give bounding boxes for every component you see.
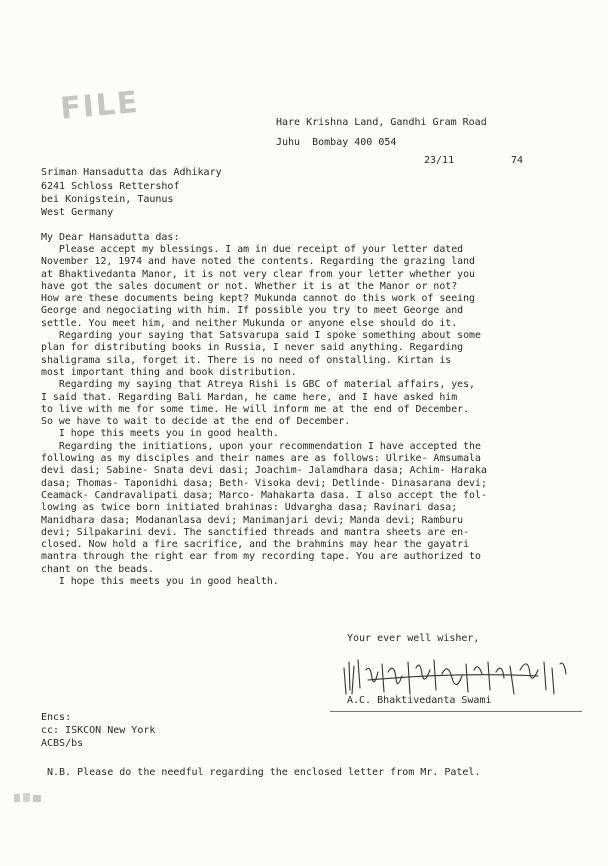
body-line: devi; Silpakarini devi. The sanctified threads and mantra sheets are en- [41,526,470,538]
file-stamp [57,83,141,127]
letter-body [41,244,576,588]
body-line: settle. You meet him, and neither Mukunda or anyone else should do it. [41,317,458,329]
body-line: dasa; Thomas- Taponidhi dasa; Beth- Visoka devi; Detlinde- Dinasarana devi; [41,477,487,489]
body-line: Regarding the initiations, upon your recommendation I have accepted the [41,440,481,452]
sender-address-line2: Juhu Bombay 400 054 [276,137,397,148]
body-line: chant on the beads. [41,563,154,575]
letter-date: 23/11 [424,155,455,166]
body-line: I hope this meets you in good health. [41,576,279,588]
body-line: I said that. Regarding Bali Mardan, he came here, and I have asked him [41,391,458,403]
recipient-country: West Germany [41,207,114,218]
body-line: lowing as twice born initiated brahinas: Udvargha dasa; Ravinari dasa; [41,502,458,514]
body-line: Please accept my blessings. I am in due receipt of your letter dated [41,244,464,255]
signature-rule [330,711,582,712]
body-line: George and negociating with him. If possible you try to meet George and [41,305,464,317]
ink-smudge [12,791,46,805]
body-line: I hope this meets you in good health. [41,428,279,440]
body-line: So we have to wait to decide at the end of December. [41,416,351,428]
nota-bene: N.B. Please do the needful regarding the enclosed letter from Mr. Patel. [47,767,481,778]
body-line: have got the sales document or not. Whether it is at the Manor or not? [41,280,458,292]
letter-year: 74 [511,155,524,166]
sender-address-line1: Hare Krishna Land, Gandhi Gram Road [276,117,487,128]
salutation: My Dear Hansadutta das: [41,232,180,243]
body-line: mantra through the right ear from my recording tape. You are authorized to [41,551,481,563]
body-line: Manidhara dasa; Modananlasa devi; Manimanjari devi; Manda devi; Ramburu [41,514,464,526]
body-line: closed. Now hold a fire sacrifice, and the brahmins may hear the gayatri [41,539,470,551]
handwritten-signature [338,650,578,700]
closing: Your ever well wisher, [347,633,480,644]
body-line: November 12, 1974 and have noted the contents. Regarding the grazing land [41,256,476,268]
typist-initials: ACBS/bs [41,738,84,749]
recipient-name: Sriman Hansadutta das Adhikary [41,167,222,178]
file-stamp-text: FILE [58,84,141,127]
body-line: devi dasi; Sabine- Snata devi dasi; Joachim- Jalamdhara dasa; Achim- Haraka [41,465,487,477]
signer-name: A.C. Bhaktivedanta Swami [347,695,492,706]
body-line: Regarding my saying that Atreya Rishi is GBC of material affairs, yes, [41,379,476,391]
recipient-street: 6241 Schloss Rettershof [41,181,180,192]
body-line: How are these documents being kept? Mukunda cannot do this work of seeing [41,293,476,305]
body-line: Regarding your saying that Satsvarupa said I spoke something about some [41,330,481,342]
body-line: following as my disciples and their names are as follows: Ulrike- Amsumala [41,453,481,465]
body-line: plan for distributing books in Russia, I never said anything. Regarding [41,342,464,354]
body-line: shaligrama sila, forget it. There is no need of onstalling. Kirtan is [41,354,452,366]
enclosures-label: Encs: [41,712,72,723]
body-line: at Bhaktivedanta Manor, it is not very clear from your letter whether you [41,268,476,280]
body-line: most important thing and book distribution. [41,366,297,378]
recipient-city: bei Konigstein, Taunus [41,194,174,205]
body-line: to live with me for some time. He will inform me at the end of December. [41,403,470,415]
body-line: Ceamack- Candravalipati dasa; Marco- Mahakarta dasa. I also accept the fol- [41,489,487,501]
carbon-copy: cc: ISKCON New York [41,725,156,736]
